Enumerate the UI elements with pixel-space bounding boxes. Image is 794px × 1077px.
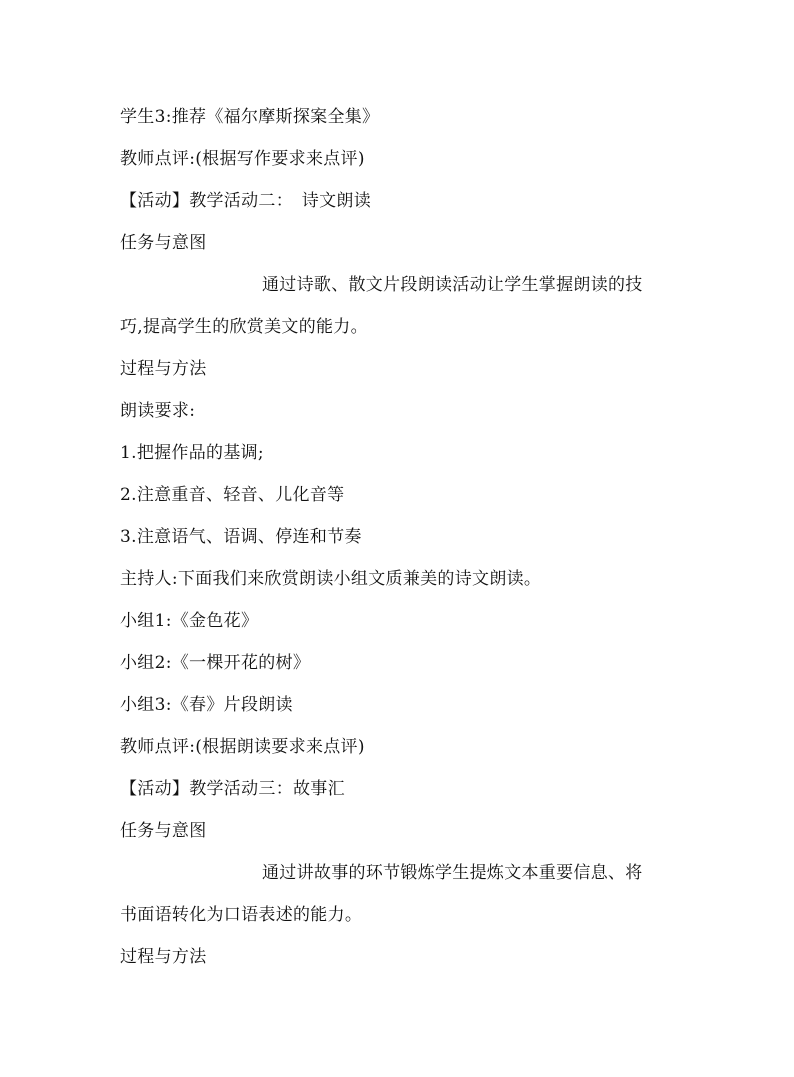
teacher-comment-reading: 教师点评:(根据朗读要求来点评) (120, 737, 365, 757)
student-3-recommendation: 学生3:推荐《福尔摩斯探案全集》 (120, 107, 380, 127)
group-3-reading: 小组3:《春》片段朗读 (120, 695, 293, 715)
group-1-reading: 小组1:《金色花》 (120, 611, 259, 631)
host-introduction: 主持人:下面我们来欣赏朗读小组文质兼美的诗文朗读。 (120, 569, 542, 589)
task-intent-heading: 任务与意图 (120, 233, 207, 253)
group-2-reading: 小组2:《一棵开花的树》 (120, 653, 311, 673)
requirement-item-2: 2.注意重音、轻音、儿化音等 (120, 485, 345, 505)
teacher-comment-writing: 教师点评:(根据写作要求来点评) (120, 149, 365, 169)
activity-three-heading: 【活动】教学活动三：故事汇 (120, 779, 345, 799)
activity-two-heading: 【活动】教学活动二： 诗文朗读 (120, 191, 371, 211)
requirement-item-1: 1.把握作品的基调; (120, 443, 264, 463)
task-intent-paragraph-line-2: 巧,提高学生的欣赏美文的能力。 (120, 317, 368, 337)
storytelling-paragraph-line-2: 书面语转化为口语表述的能力。 (120, 905, 363, 925)
task-intent-heading-2: 任务与意图 (120, 821, 207, 841)
process-method-heading-2: 过程与方法 (120, 947, 207, 967)
requirement-item-3: 3.注意语气、语调、停连和节奏 (120, 527, 362, 547)
reading-requirements-label: 朗读要求: (120, 401, 196, 421)
task-intent-paragraph-line-1: 通过诗歌、散文片段朗读活动让学生掌握朗读的技 (262, 275, 643, 295)
process-method-heading: 过程与方法 (120, 359, 207, 379)
storytelling-paragraph-line-1: 通过讲故事的环节锻炼学生提炼文本重要信息、将 (262, 863, 643, 883)
